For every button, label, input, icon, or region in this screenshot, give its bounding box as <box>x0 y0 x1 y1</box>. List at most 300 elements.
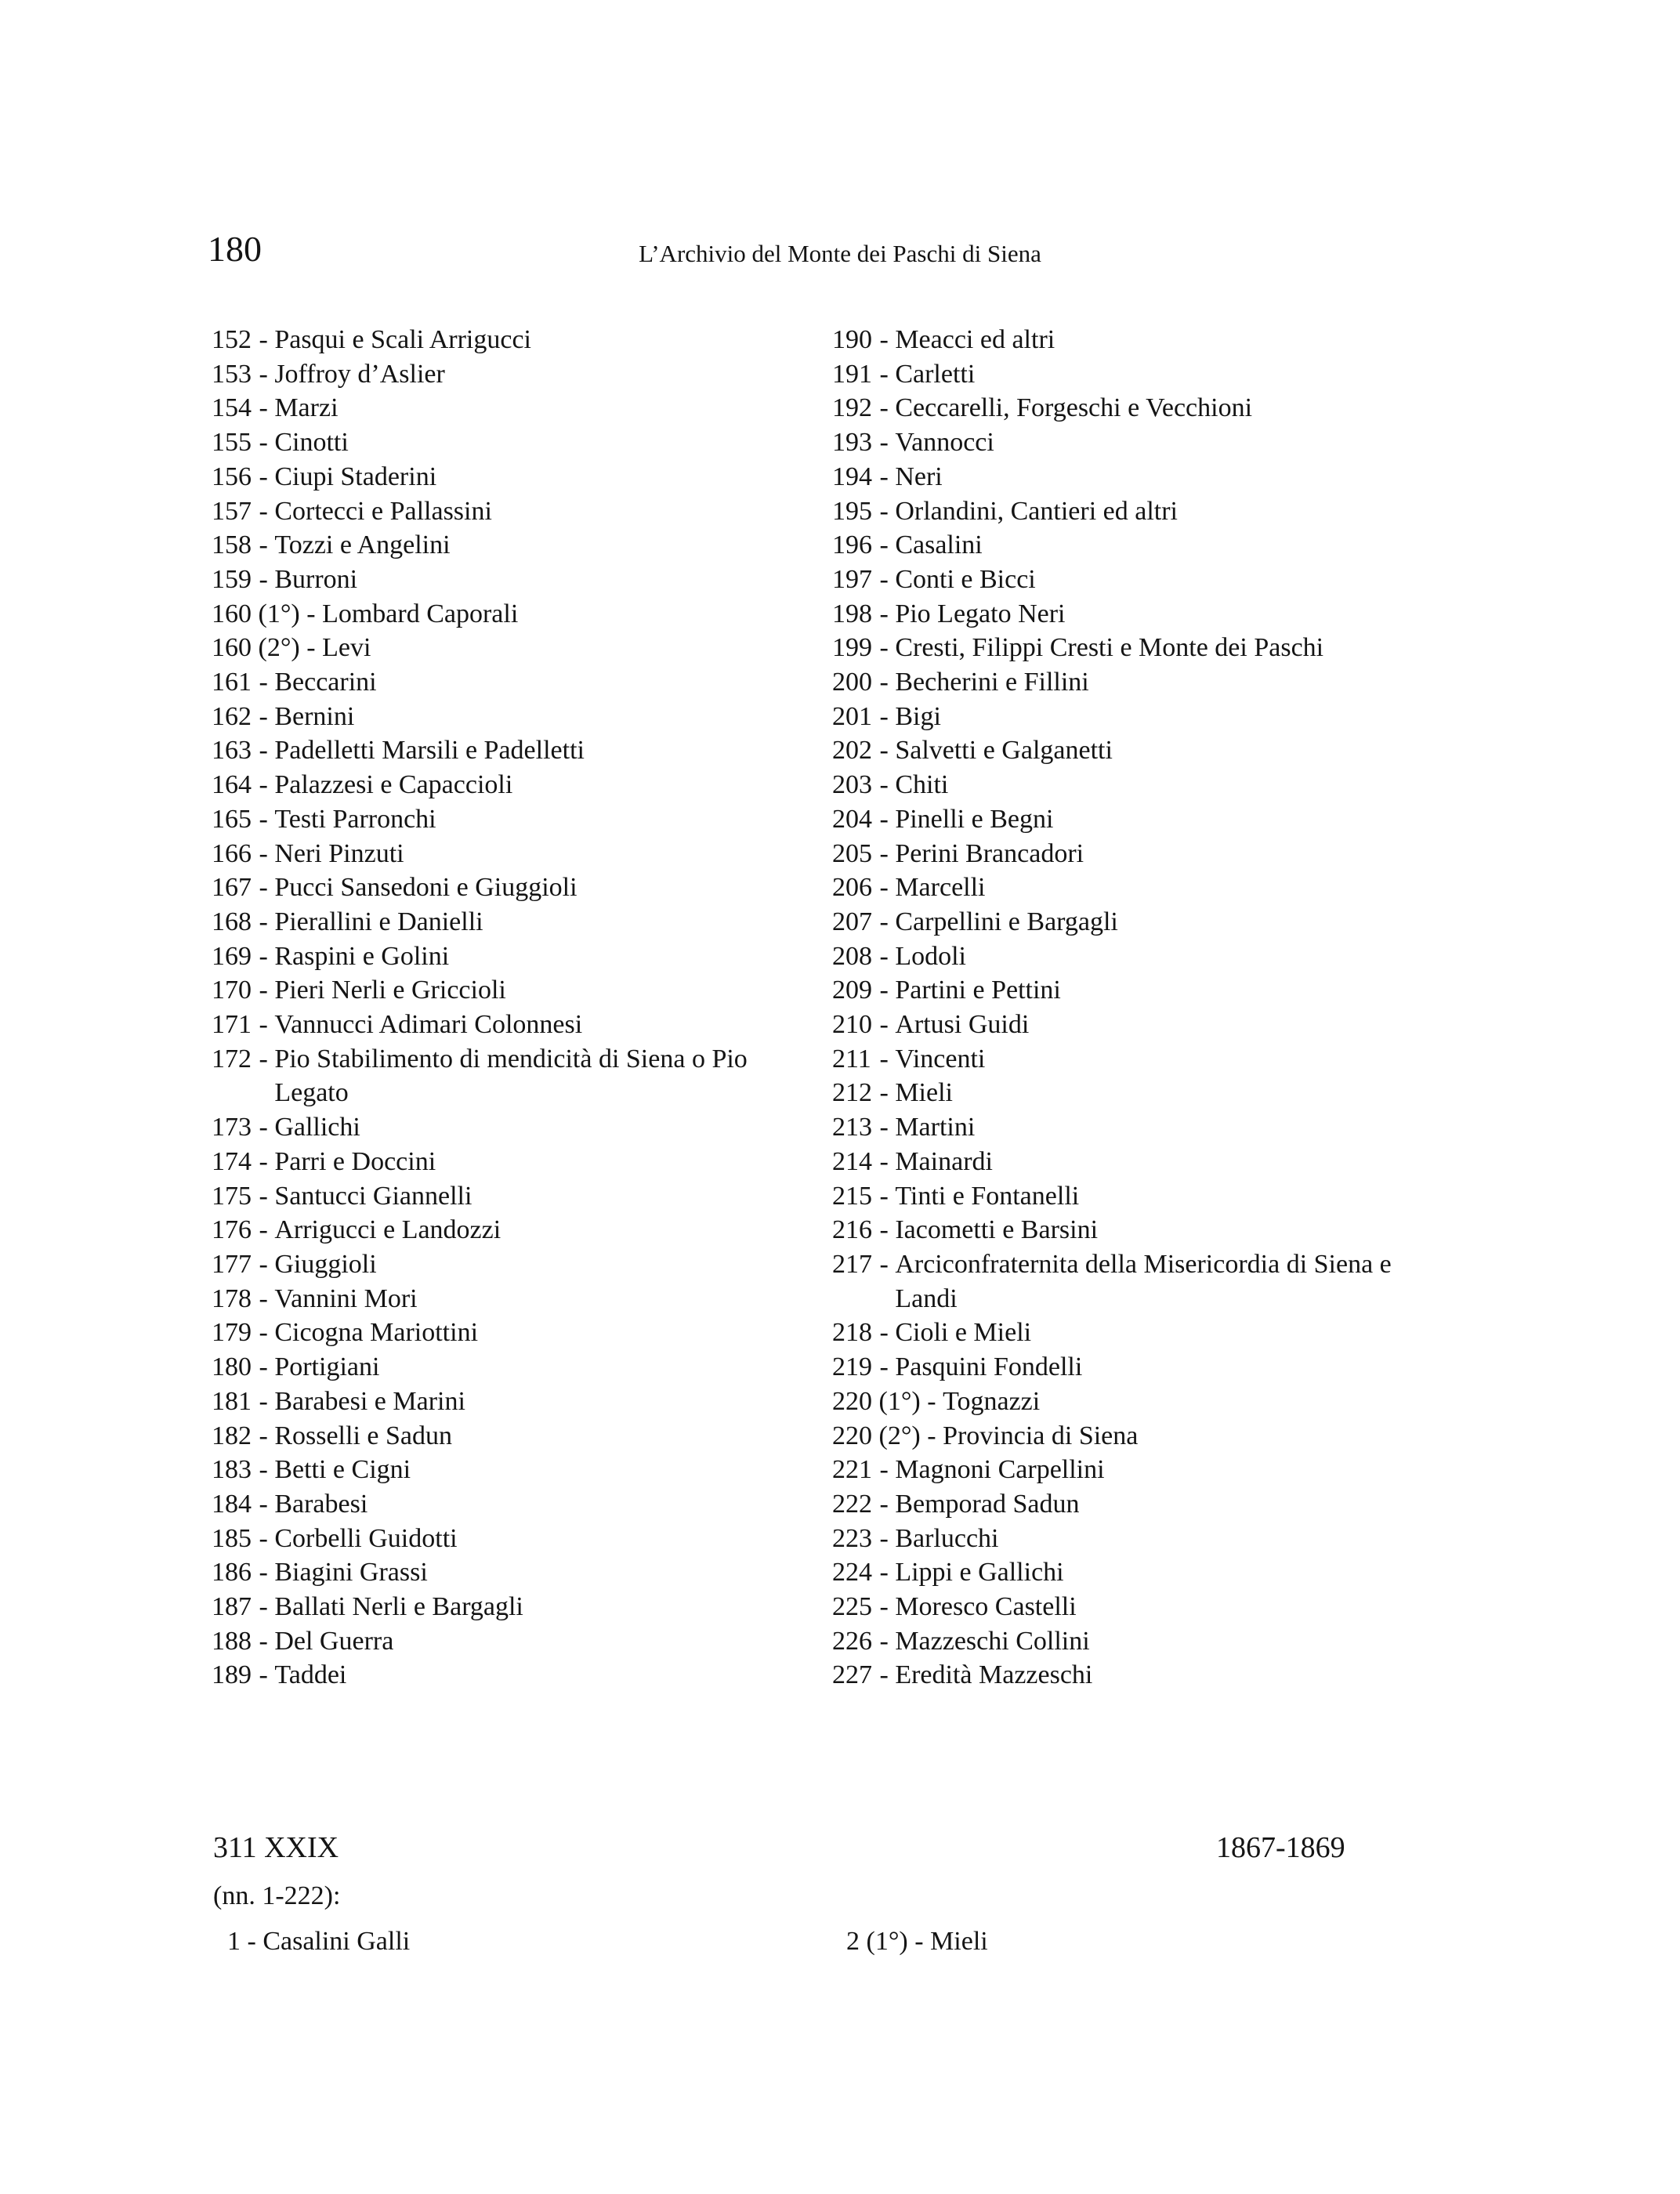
entry-separator: - <box>873 1660 896 1690</box>
entry-number: 164 <box>212 770 252 800</box>
entry-number: 171 <box>212 1010 252 1040</box>
entry-separator: - <box>873 1318 896 1348</box>
list-item <box>832 1590 1396 1624</box>
entry-number: 184 <box>212 1489 252 1519</box>
entry-separator: - <box>873 668 896 697</box>
entry-text: Gallichi <box>274 1113 360 1142</box>
entry-number: 204 <box>832 804 872 834</box>
list-item <box>832 1145 1396 1179</box>
entry-text: Pio Legato Neri <box>895 599 1066 628</box>
list-item <box>832 1522 1396 1556</box>
entry-separator: - <box>873 359 896 389</box>
entry-number: 226 <box>832 1626 872 1656</box>
entry-number: 206 <box>832 873 872 903</box>
entry-separator: - <box>873 770 896 800</box>
entry-separator: - <box>920 1386 943 1416</box>
entry-text: Pio Stabilimento di mendicità di Siena o Pio Legato <box>274 1044 748 1108</box>
entry-separator: - <box>873 599 896 628</box>
entry-separator: - <box>252 668 275 697</box>
list-item <box>832 1247 1396 1316</box>
entry-text: Ballati Nerli e Bargagli <box>274 1592 523 1622</box>
list-item <box>832 1316 1396 1350</box>
list-item <box>212 528 752 563</box>
entry-number: 220 (1°) <box>832 1386 921 1416</box>
entry-text: Beccarini <box>274 668 377 697</box>
entry-number: 200 <box>832 668 872 697</box>
list-item <box>212 563 752 597</box>
entry-separator: - <box>873 462 896 491</box>
list-item <box>212 802 752 837</box>
entry-number: 198 <box>832 599 872 628</box>
entry-number: 203 <box>832 770 872 800</box>
entry-number: 162 <box>212 701 252 731</box>
entry-number: 191 <box>832 359 872 389</box>
entry-number: 197 <box>832 564 872 594</box>
entry-text: Santucci Giannelli <box>274 1181 472 1211</box>
list-item <box>212 1658 752 1693</box>
list-item <box>832 1555 1396 1590</box>
entry-separator: - <box>873 1215 896 1245</box>
list-item <box>832 1487 1396 1522</box>
list-item <box>212 768 752 802</box>
entry-number: 190 <box>832 325 872 354</box>
page-number: 180 <box>208 229 262 269</box>
list-item <box>212 357 752 392</box>
entry-text: Barabesi e Marini <box>274 1386 465 1416</box>
entry-separator: - <box>873 1010 896 1040</box>
list-item <box>212 1419 752 1454</box>
list-item <box>212 597 752 632</box>
entry-text: Becherini e Fillini <box>895 668 1089 697</box>
list-item <box>832 837 1396 871</box>
entry-separator: - <box>873 530 896 560</box>
list-item <box>832 528 1396 563</box>
entry-text: Neri <box>895 462 943 491</box>
list-item <box>212 1522 752 1556</box>
entry-number: 166 <box>212 838 252 868</box>
list-item <box>212 1145 752 1179</box>
entry-number: 152 <box>212 325 252 354</box>
entry-number: 154 <box>212 393 252 423</box>
entry-separator: - <box>873 1592 896 1622</box>
entry-text: Arciconfraternita della Misericordia di Siena e Landi <box>895 1249 1392 1313</box>
list-item <box>832 1213 1396 1247</box>
list-item <box>832 802 1396 837</box>
list-item <box>832 631 1396 665</box>
entry-text: Bernini <box>274 701 355 731</box>
entry-number: 157 <box>212 496 252 526</box>
list-item <box>212 1247 752 1282</box>
entry-number: 160 (2°) <box>212 633 300 663</box>
entry-separator: - <box>252 976 275 1005</box>
entry-text: Neri Pinzuti <box>274 838 404 868</box>
list-item <box>832 563 1396 597</box>
entry-text: Artusi Guidi <box>895 1010 1030 1040</box>
entry-number: 158 <box>212 530 252 560</box>
list-item <box>212 700 752 734</box>
list-item <box>212 391 752 425</box>
entry-separator: - <box>252 1455 275 1485</box>
entry-separator: - <box>873 1352 896 1382</box>
entry-number: 185 <box>212 1523 252 1553</box>
entry-text: Cortecci e Pallassini <box>274 496 492 526</box>
entry-separator: - <box>252 428 275 458</box>
entry-number: 214 <box>832 1146 872 1176</box>
entry-separator: - <box>873 1044 896 1073</box>
entry-separator: - <box>252 1421 275 1450</box>
list-item <box>212 323 752 357</box>
entry-separator: - <box>873 873 896 903</box>
entry-separator: - <box>252 907 275 936</box>
entry-text: Portigiani <box>274 1352 380 1382</box>
left-column <box>212 323 752 1693</box>
entry-number: 174 <box>212 1146 252 1176</box>
entry-number: 210 <box>832 1010 872 1040</box>
entry-separator: - <box>873 736 896 766</box>
entry-number: 215 <box>832 1181 872 1211</box>
entry-separator: - <box>252 1215 275 1245</box>
list-item <box>832 1076 1396 1110</box>
list-item <box>832 733 1396 768</box>
entry-separator: - <box>873 701 896 731</box>
entry-text: Orlandini, Cantieri ed altri <box>895 496 1178 526</box>
list-item <box>832 1179 1396 1214</box>
list-item <box>832 905 1396 940</box>
entry-text: Cresti, Filippi Cresti e Monte dei Paschi <box>895 633 1324 663</box>
entry-number: 212 <box>832 1078 872 1108</box>
entry-separator: - <box>873 838 896 868</box>
entry-text: Vannini Mori <box>274 1283 418 1313</box>
entry-text: Barabesi <box>274 1489 368 1519</box>
entry-number: 179 <box>212 1318 252 1348</box>
entry-number: 178 <box>212 1283 252 1313</box>
list-item <box>212 1555 752 1590</box>
entry-separator: - <box>252 1558 275 1588</box>
entry-text: Iacometti e Barsini <box>895 1215 1099 1245</box>
entry-separator: - <box>252 1010 275 1040</box>
entry-separator: - <box>873 393 896 423</box>
entry-text: Joffroy d’Aslier <box>274 359 445 389</box>
range-note: (nn. 1-222): <box>213 1881 341 1910</box>
entry-separator: - <box>252 359 275 389</box>
list-item <box>212 631 752 665</box>
entry-separator: - <box>873 633 896 663</box>
list-item <box>832 323 1396 357</box>
list-item <box>212 940 752 974</box>
entry-text: Testi Parronchi <box>274 804 436 834</box>
entry-text: Pieri Nerli e Griccioli <box>274 976 506 1005</box>
entry-separator: - <box>252 1113 275 1142</box>
entry-number: 220 (2°) <box>832 1421 921 1450</box>
entry-text: Chiti <box>895 770 949 800</box>
list-item <box>212 871 752 905</box>
entry-number: 177 <box>212 1249 252 1279</box>
list-item <box>212 460 752 494</box>
entry-number: 182 <box>212 1421 252 1450</box>
entry-number: 169 <box>212 941 252 971</box>
entry-separator: - <box>299 633 323 663</box>
entry-number: 216 <box>832 1215 872 1245</box>
entry-number: 183 <box>212 1455 252 1485</box>
list-item <box>832 391 1396 425</box>
list-item <box>212 733 752 768</box>
entry-text: Rosselli e Sadun <box>274 1421 452 1450</box>
list-item <box>832 700 1396 734</box>
entry-text: Pierallini e Danielli <box>274 907 483 936</box>
entry-separator: - <box>252 1181 275 1211</box>
list-item <box>832 1453 1396 1487</box>
entry-text: Lodoli <box>895 941 966 971</box>
entry-number: 159 <box>212 564 252 594</box>
entry-text: Tinti e Fontanelli <box>895 1181 1080 1211</box>
entry-separator: - <box>873 804 896 834</box>
entry-separator: - <box>873 564 896 594</box>
list-item <box>832 1385 1396 1419</box>
entry-separator: - <box>252 564 275 594</box>
entry-separator: - <box>252 1318 275 1348</box>
list-item <box>212 905 752 940</box>
entry-separator: - <box>252 393 275 423</box>
entry-number: 209 <box>832 976 872 1005</box>
entry-separator: - <box>873 1113 896 1142</box>
entry-number: 165 <box>212 804 252 834</box>
entry-number: 227 <box>832 1660 872 1690</box>
entry-text: Del Guerra <box>274 1626 394 1656</box>
entry-separator: - <box>252 701 275 731</box>
entry-separator: - <box>252 736 275 766</box>
entry-text: Carpellini e Bargagli <box>895 907 1118 936</box>
list-item <box>212 837 752 871</box>
entry-text: Cinotti <box>274 428 349 458</box>
entry-text: Vannocci <box>895 428 994 458</box>
entry-text: Eredità Mazzeschi <box>895 1660 1093 1690</box>
entry-text: Palazzesi e Capaccioli <box>274 770 513 800</box>
entry-text: Conti e Bicci <box>895 564 1036 594</box>
entry-number: 223 <box>832 1523 872 1553</box>
entry-separator: - <box>873 428 896 458</box>
entry-number: 173 <box>212 1113 252 1142</box>
section-first-entry-right: 2 (1°) - Mieli <box>846 1927 988 1956</box>
entry-text: Moresco Castelli <box>895 1592 1077 1622</box>
entry-separator: - <box>873 1181 896 1211</box>
entry-separator: - <box>252 462 275 491</box>
list-item <box>212 1350 752 1385</box>
entry-number: 213 <box>832 1113 872 1142</box>
entry-text: Mainardi <box>895 1146 993 1176</box>
entry-number: 196 <box>832 530 872 560</box>
entry-separator: - <box>252 1283 275 1313</box>
entry-number: 192 <box>832 393 872 423</box>
entry-separator: - <box>873 1626 896 1656</box>
entry-separator: - <box>252 530 275 560</box>
entry-text: Casalini <box>895 530 983 560</box>
entry-text: Pasqui e Scali Arrigucci <box>274 325 531 354</box>
list-item <box>212 494 752 529</box>
entry-number: 160 (1°) <box>212 599 300 628</box>
entry-text: Parri e Doccini <box>274 1146 436 1176</box>
entry-separator: - <box>873 907 896 936</box>
entry-number: 180 <box>212 1352 252 1382</box>
list-item <box>212 425 752 460</box>
entry-text: Provincia di Siena <box>943 1421 1139 1450</box>
entry-number: 222 <box>832 1489 872 1519</box>
section-first-entry-left: 1 - Casalini Galli <box>227 1927 411 1956</box>
entry-separator: - <box>252 1352 275 1382</box>
list-item <box>832 768 1396 802</box>
entry-text: Bemporad Sadun <box>895 1489 1080 1519</box>
entry-number: 219 <box>832 1352 872 1382</box>
entry-separator: - <box>920 1421 943 1450</box>
entry-number: 188 <box>212 1626 252 1656</box>
entry-text: Marcelli <box>895 873 986 903</box>
entry-number: 194 <box>832 462 872 491</box>
entry-number: 211 <box>832 1044 871 1073</box>
entry-text: Betti e Cigni <box>274 1455 411 1485</box>
entry-number: 208 <box>832 941 872 971</box>
entry-text: Burroni <box>274 564 358 594</box>
entry-number: 207 <box>832 907 872 936</box>
list-item <box>212 1110 752 1145</box>
list-item <box>212 1590 752 1624</box>
entry-text: Pasquini Fondelli <box>895 1352 1083 1382</box>
entry-separator: - <box>252 1626 275 1656</box>
list-item <box>212 1179 752 1214</box>
entry-text: Lippi e Gallichi <box>895 1558 1064 1588</box>
entry-separator: - <box>252 873 275 903</box>
list-item <box>832 357 1396 392</box>
entry-separator: - <box>873 1489 896 1519</box>
running-title: L’Archivio del Monte dei Paschi di Siena <box>639 240 1041 267</box>
entry-text: Magnoni Carpellini <box>895 1455 1105 1485</box>
entry-text: Cicogna Mariottini <box>274 1318 479 1348</box>
entry-separator: - <box>252 804 275 834</box>
entry-separator: - <box>873 496 896 526</box>
list-item <box>212 1487 752 1522</box>
entry-number: 225 <box>832 1592 872 1622</box>
list-item <box>832 425 1396 460</box>
list-item <box>212 1008 752 1042</box>
list-item <box>832 597 1396 632</box>
entry-number: 170 <box>212 976 252 1005</box>
list-item <box>832 1350 1396 1385</box>
entry-text: Marzi <box>274 393 339 423</box>
entry-text: Pinelli e Begni <box>895 804 1054 834</box>
entry-number: 172 <box>212 1044 252 1073</box>
entry-number: 202 <box>832 736 872 766</box>
list-item <box>212 973 752 1008</box>
entry-text: Taddei <box>274 1660 347 1690</box>
entry-separator: - <box>873 1249 896 1279</box>
entry-text: Carletti <box>895 359 976 389</box>
entry-text: Mazzeschi Collini <box>895 1626 1090 1656</box>
list-item <box>212 1316 752 1350</box>
entry-separator: - <box>252 1660 275 1690</box>
entry-number: 218 <box>832 1318 872 1348</box>
entry-separator: - <box>873 325 896 354</box>
entry-text: Meacci ed altri <box>895 325 1055 354</box>
list-item <box>212 1453 752 1487</box>
entry-separator: - <box>873 1078 896 1108</box>
entry-text: Biagini Grassi <box>274 1558 428 1588</box>
list-item <box>832 871 1396 905</box>
entry-separator: - <box>252 1592 275 1622</box>
entry-text: Levi <box>322 633 371 663</box>
entry-text: Salvetti e Galganetti <box>895 736 1113 766</box>
entry-separator: - <box>252 838 275 868</box>
entry-text: Cioli e Mieli <box>895 1318 1032 1348</box>
entry-separator: - <box>252 941 275 971</box>
section-id: 311 XXIX <box>213 1831 339 1864</box>
entry-number: 163 <box>212 736 252 766</box>
entry-number: 155 <box>212 428 252 458</box>
list-item <box>212 665 752 700</box>
entry-number: 153 <box>212 359 252 389</box>
entry-text: Ciupi Staderini <box>274 462 437 491</box>
entry-number: 176 <box>212 1215 252 1245</box>
entry-separator: - <box>299 599 323 628</box>
entry-number: 201 <box>832 701 872 731</box>
entry-separator: - <box>252 1249 275 1279</box>
entry-number: 221 <box>832 1455 872 1485</box>
entry-number: 217 <box>832 1249 872 1279</box>
entry-text: Giuggioli <box>274 1249 377 1279</box>
entry-number: 186 <box>212 1558 252 1588</box>
entry-number: 224 <box>832 1558 872 1588</box>
entry-text: Padelletti Marsili e Padelletti <box>274 736 585 766</box>
entry-text: Partini e Pettini <box>895 976 1061 1005</box>
list-item <box>832 973 1396 1008</box>
entry-number: 161 <box>212 668 252 697</box>
entry-text: Vincenti <box>895 1044 986 1073</box>
entry-text: Bigi <box>895 701 941 731</box>
entry-text: Mieli <box>895 1078 953 1108</box>
entry-text: Pucci Sansedoni e Giuggioli <box>274 873 578 903</box>
entry-separator: - <box>252 770 275 800</box>
entry-text: Tognazzi <box>943 1386 1041 1416</box>
entry-text: Raspini e Golini <box>274 941 450 971</box>
entry-separator: - <box>873 941 896 971</box>
entry-number: 156 <box>212 462 252 491</box>
list-item <box>832 494 1396 529</box>
entry-number: 187 <box>212 1592 252 1622</box>
entry-separator: - <box>252 496 275 526</box>
entry-text: Corbelli Guidotti <box>274 1523 458 1553</box>
list-item <box>832 460 1396 494</box>
entry-number: 167 <box>212 873 252 903</box>
list-item <box>832 1110 1396 1145</box>
entry-number: 193 <box>832 428 872 458</box>
entry-text: Ceccarelli, Forgeschi e Vecchioni <box>895 393 1253 423</box>
list-item <box>832 1042 1396 1077</box>
list-item <box>832 1658 1396 1693</box>
entry-text: Martini <box>895 1113 976 1142</box>
entry-text: Perini Brancadori <box>895 838 1084 868</box>
list-item <box>832 1624 1396 1659</box>
entry-separator: - <box>252 1523 275 1553</box>
entry-number: 205 <box>832 838 872 868</box>
list-item <box>212 1213 752 1247</box>
date-range: 1867-1869 <box>1216 1831 1345 1864</box>
entry-number: 175 <box>212 1181 252 1211</box>
entry-number: 168 <box>212 907 252 936</box>
entry-number: 199 <box>832 633 872 663</box>
entry-separator: - <box>873 1455 896 1485</box>
entry-separator: - <box>252 1044 275 1073</box>
entry-text: Arrigucci e Landozzi <box>274 1215 501 1245</box>
list-item <box>212 1385 752 1419</box>
entry-separator: - <box>252 1146 275 1176</box>
entry-separator: - <box>873 1146 896 1176</box>
